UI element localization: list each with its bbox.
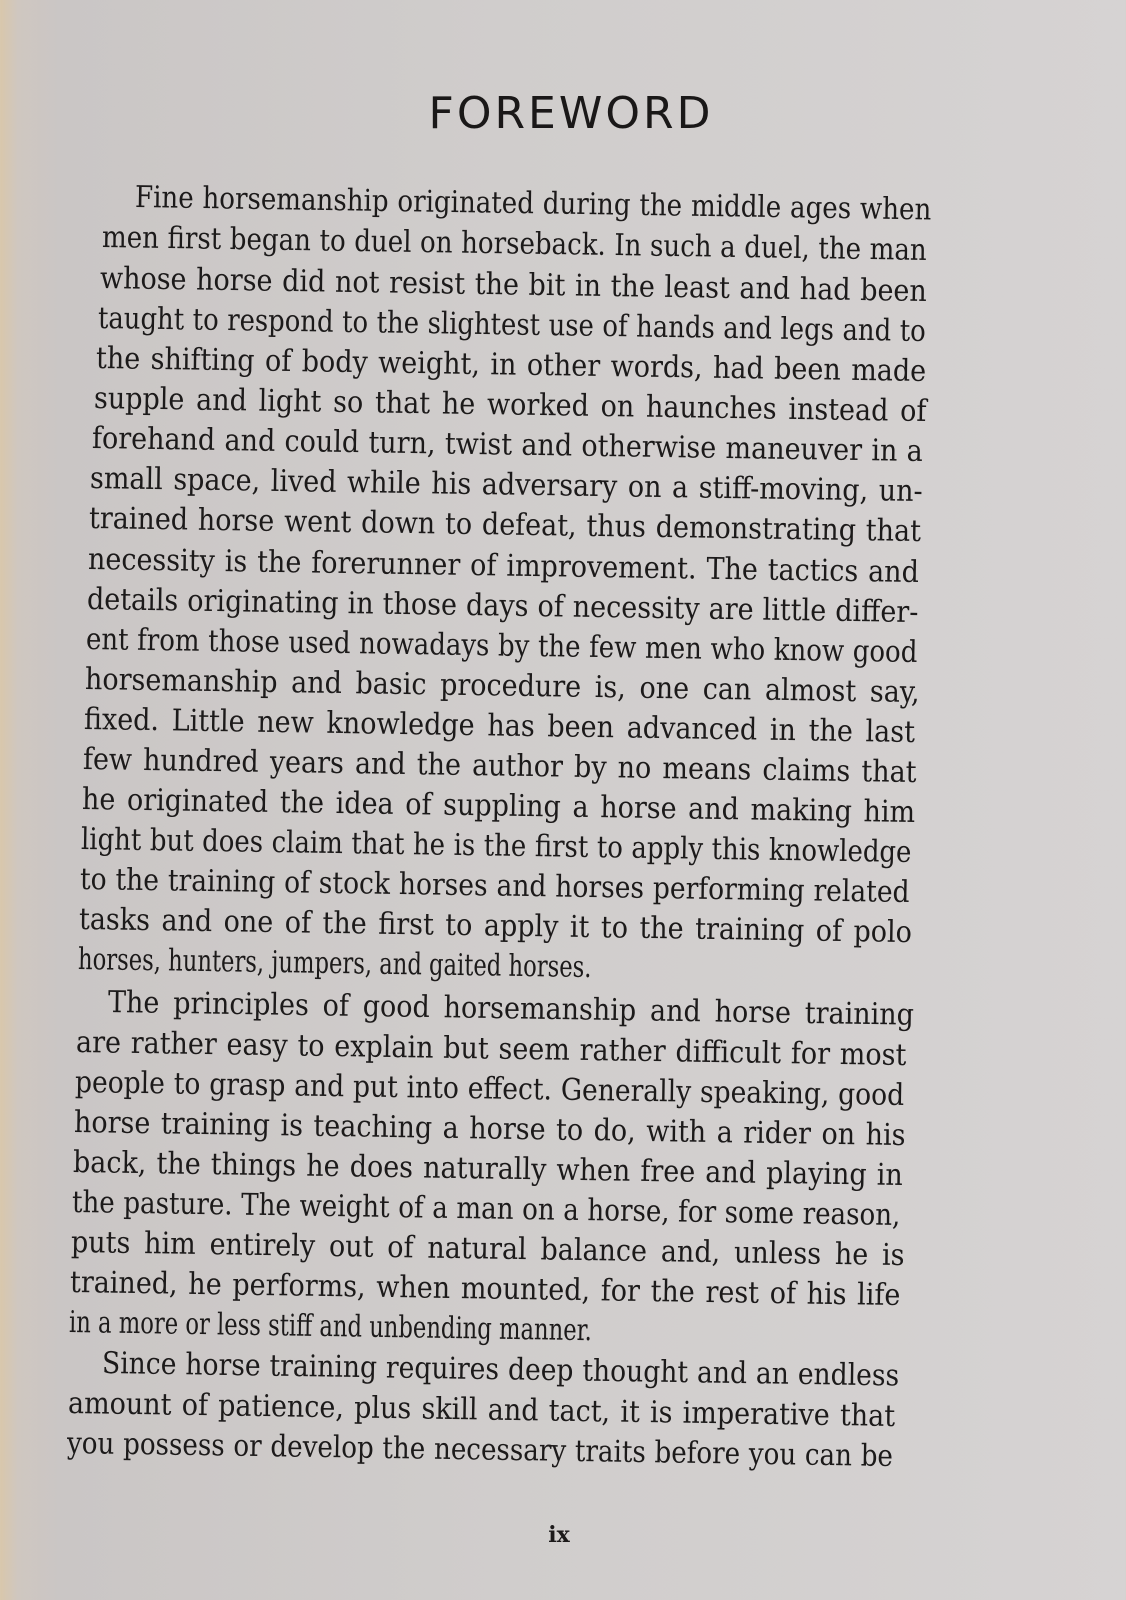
text-line: forehand and could turn, twist and otherwise maneuver in a <box>91 421 924 470</box>
text-line: ent from those used nowadays by the few men who know good <box>85 622 918 671</box>
text-line: amount of patience, plus skill and tact, it is imperative that <box>67 1386 896 1434</box>
text-line: necessity is the forerunner of improvement. The tactics and <box>87 542 920 591</box>
text-line: taught to respond to the slightest use of hands and legs and to <box>97 301 926 350</box>
page-number: ix <box>548 1522 570 1548</box>
text-line: few hundred years and the author by no means claims that <box>82 742 917 791</box>
text-line: whose horse did not resist the bit in the least and had been <box>99 261 928 309</box>
text-line: puts him entirely out of natural balance and, unless he is <box>70 1225 905 1274</box>
text-line: Fine horsemanship originated during the middle ages when <box>134 180 932 228</box>
text-line: are rather easy to explain but seem rather difficult for most <box>75 1025 907 1074</box>
text-line: The principles of good horsemanship and horse training <box>107 985 915 1033</box>
text-line: people to grasp and put into effect. Generally speaking, good <box>74 1065 905 1114</box>
text-line-last: horses, hunters, jumpers, and gaited horses. <box>77 942 592 986</box>
page-title: FOREWORD <box>428 88 714 139</box>
text-line: fixed. Little new knowledge has been advanced in the last <box>83 702 916 751</box>
text-line: trained, he performs, when mounted, for the rest of his life <box>69 1265 901 1314</box>
text-line: men first began to duel on horseback. In such a duel, the man <box>101 220 928 268</box>
text-line: to the training of stock horses and horses performing related <box>79 862 910 911</box>
text-line: small space, lived while his adversary on a stiff-moving, un- <box>89 461 923 510</box>
text-line: he originated the idea of suppling a horse and making him <box>81 782 916 831</box>
text-line: horsemanship and basic procedure is, one can almost say, <box>84 662 920 711</box>
text-line: trained horse went down to defeat, thus demonstrating that <box>88 501 922 550</box>
text-line: horse training is teaching a horse to do, with a rider on his <box>73 1105 906 1154</box>
text-line: supple and light so that he worked on haunches instead of <box>93 381 927 430</box>
text-line: light but does claim that he is the first to apply this knowledge <box>80 822 912 871</box>
text-line: the pasture. The weight of a man on a horse, for some reason, <box>71 1185 901 1234</box>
text-line-last: in a more or less stiff and unbending manner. <box>68 1305 593 1349</box>
text-line: tasks and one of the first to apply it to the training of polo <box>78 902 913 951</box>
text-line: back, the things he does naturally when free and playing in <box>72 1145 904 1194</box>
text-line: Since horse training requires deep thought and an endless <box>101 1346 900 1394</box>
text-line: the shifting of body weight, in other words, had been made <box>95 341 927 390</box>
text-line: details originating in those days of necessity are little differ- <box>86 582 919 631</box>
text-line: you possess or develop the necessary traits before you can be <box>66 1426 894 1474</box>
